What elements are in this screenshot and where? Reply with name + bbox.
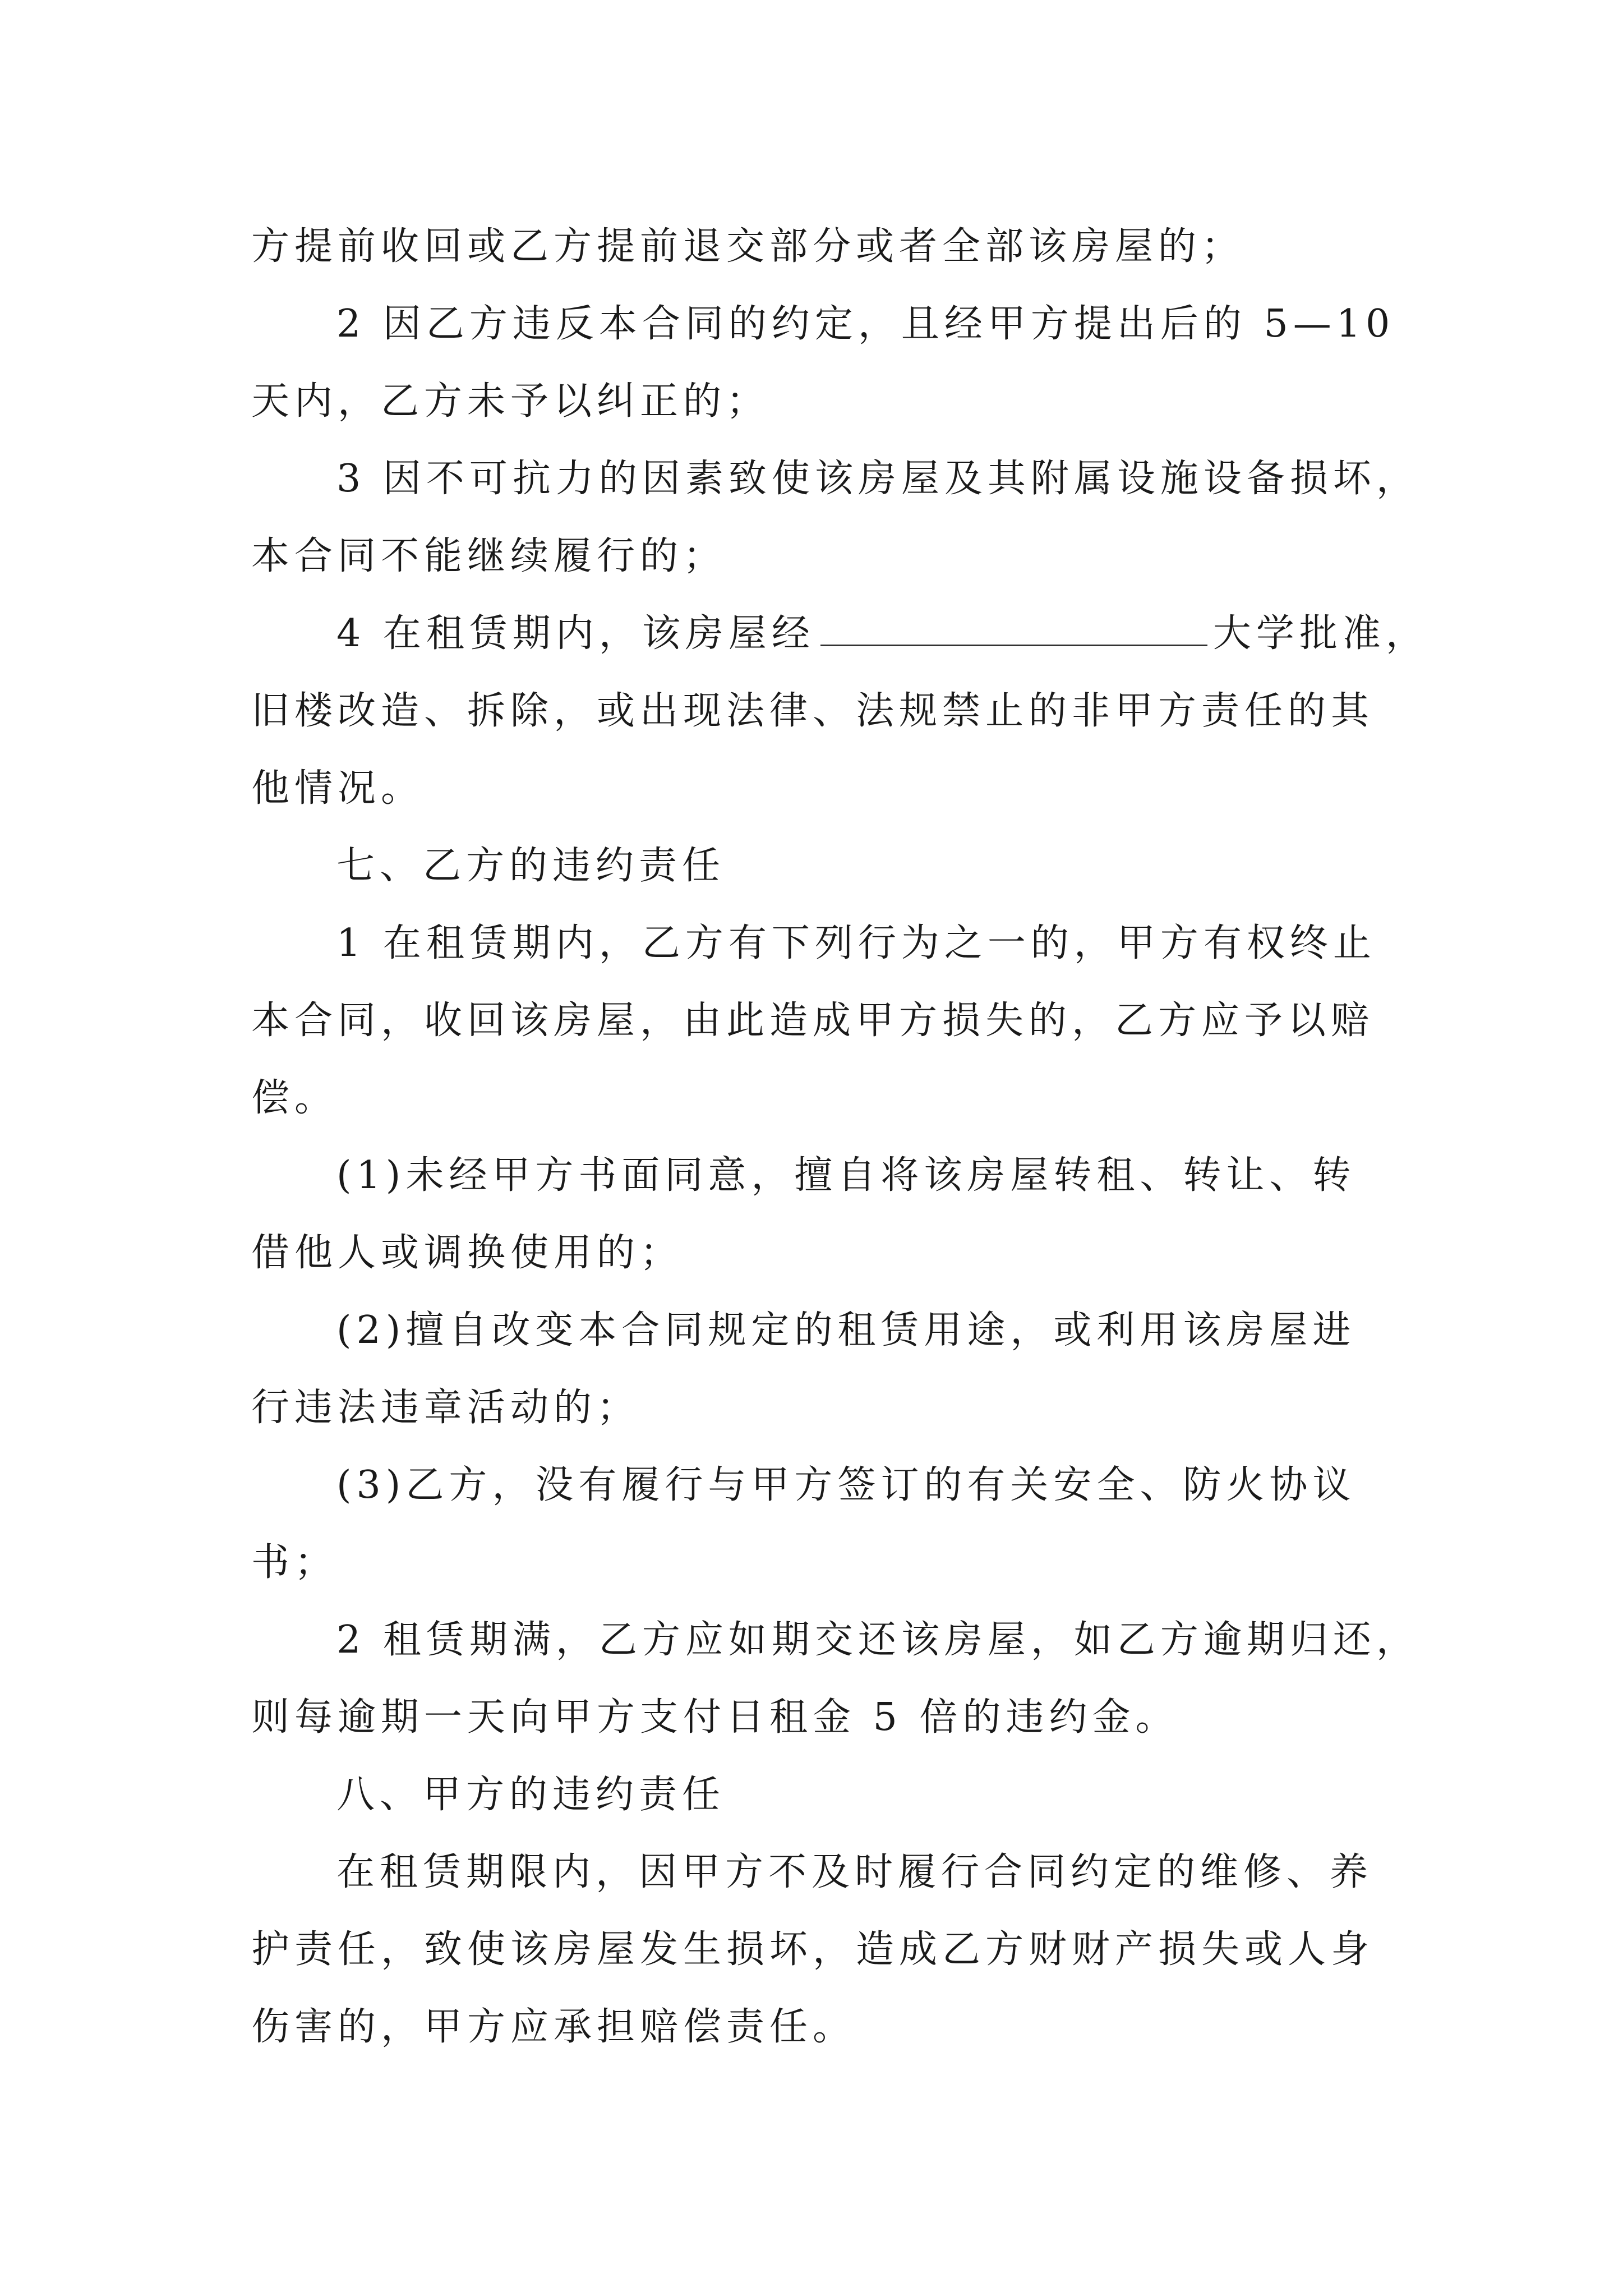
line-part-after-blank: 大学批准， [1212, 611, 1429, 656]
text-line: 伤害的，甲方应承担赔偿责任。 [251, 2005, 856, 2049]
section-heading: 八、甲方的违约责任 [336, 1773, 726, 1817]
text-line: 本合同不能继续履行的； [251, 534, 727, 578]
text-line: 3 因不可抗力的因素致使该房屋及其附属设施设备损坏， [336, 457, 1419, 501]
text-line: 则每逾期一天向甲方支付日租金 5 倍的违约金。 [251, 1695, 1179, 1740]
text-line-with-blank [336, 611, 1429, 656]
text-line: 方提前收回或乙方提前退交部分或者全部该房屋的； [251, 224, 1245, 269]
text-line: 1 在租赁期内，乙方有下列行为之一的，甲方有权终止 [336, 921, 1376, 965]
text-line: (2)擅自改变本合同规定的租赁用途，或利用该房屋进 [336, 1308, 1356, 1352]
text-line: 偿。 [251, 1076, 338, 1120]
fill-in-blank [820, 612, 1207, 646]
text-line: 在租赁期限内，因甲方不及时履行合同约定的维修、养 [336, 1850, 1373, 1894]
text-line: 他情况。 [251, 766, 425, 811]
text-line: 书； [251, 1540, 338, 1585]
line-part-before-blank: 4 在租赁期内，该房屋经 [336, 611, 815, 656]
text-line: 本合同，收回该房屋，由此造成甲方损失的，乙方应予以赔 [251, 999, 1375, 1043]
section-heading: 七、乙方的违约责任 [336, 844, 726, 888]
text-line: 2 因乙方违反本合同的约定，且经甲方提出后的 5—10 [336, 302, 1395, 346]
text-line: 护责任，致使该房屋发生损坏，造成乙方财财产损失或人身 [251, 1927, 1375, 1972]
text-line: (3)乙方，没有履行与甲方签订的有关安全、防火协议 [336, 1463, 1356, 1507]
text-line: (1)未经甲方书面同意，擅自将该房屋转租、转让、转 [336, 1153, 1356, 1198]
text-line: 行违法违章活动的； [251, 1386, 640, 1430]
text-line: 2 租赁期满，乙方应如期交还该房屋，如乙方逾期归还， [336, 1618, 1419, 1662]
text-line: 天内，乙方未予以纠正的； [251, 379, 770, 424]
text-line: 借他人或调换使用的； [251, 1231, 684, 1275]
text-line: 旧楼改造、拆除，或出现法律、法规禁止的非甲方责任的其 [251, 689, 1375, 733]
